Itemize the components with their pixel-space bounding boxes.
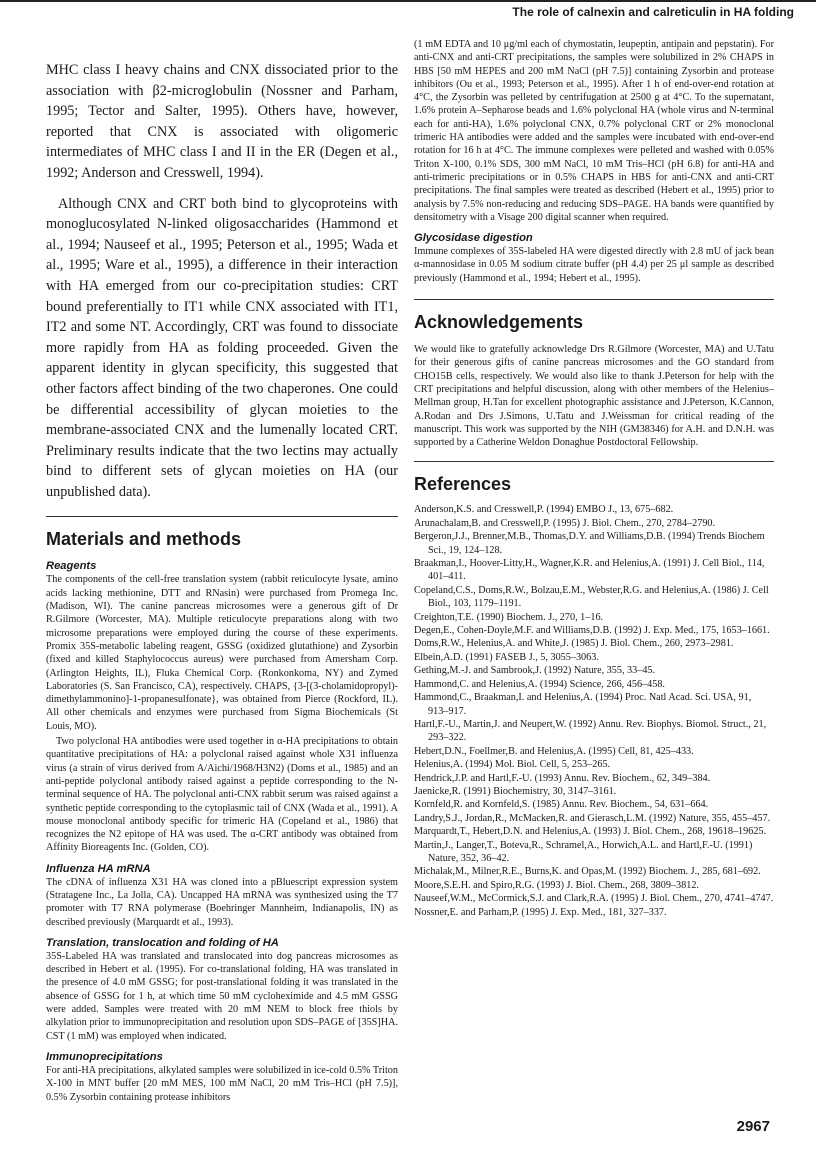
- page-number: 2967: [736, 1118, 770, 1135]
- reference-item: Copeland,C.S., Doms,R.W., Bolzau,E.M., Webster,R.G. and Helenius,A. (1986) J. Cell Biol., 103, 1179–1191.: [414, 584, 769, 610]
- methods-heading: Materials and methods: [46, 529, 242, 550]
- glyco-title: Glycosidase digestion: [414, 232, 533, 245]
- reference-item: Hebert,D.N., Foellmer,B. and Helenius,A. (1995) Cell, 81, 425–433.: [414, 745, 694, 757]
- reference-item: Hendrick,J.P. and Hartl,F.-U. (1993) Annu. Rev. Biochem., 62, 349–384.: [414, 772, 711, 784]
- references-heading: References: [414, 474, 512, 495]
- glyco-paragraph: Immune complexes of 35S-labeled HA were digested directly with 2.8 mU of jack bean α-mannosidase in 0.05 M sodium citrate buffer (pH 4.4) per 25 μl sample as described previously (Hammond et al., 1994; Hebert et al., 1995).: [414, 246, 774, 284]
- reference-item: Martin,J., Langer,T., Boteva,R., Schramel,A., Horwich,A.L. and Hartl,F.-U. (1991) Nature, 352, 36–42.: [414, 839, 753, 864]
- mrna-paragraph: The cDNA of influenza X31 HA was cloned into a pBluescript expression system (Stratagene Inc., La Jolla, CA). Uncapped HA mRNA was synthesized using the T7 promoter with T7 RNA polymerase (Boehringer Mannheim, Indianapolis, IN) as described previously (Marquardt et al., 1993).: [46, 876, 398, 928]
- intro-paragraph: MHC class I heavy chains and CNX dissociated prior to the association with β2-microglobulin (Nossner and Parham, 1995; Tector and Salter, 1995). Others have, however, reported that CNX is associated with oligomeric intermediates of MHC class I and II in the ER (Degen et al., 1992; Anderson and Cresswell, 1994).: [46, 62, 398, 181]
- reagents-paragraph: Two polyclonal HA antibodies were used together in α-HA precipitations to obtain quantitative precipitations of HA: a polyclonal raised against whole X31 influenza virus (a strain of virus derived from A/Aichi/1968/H3N2) (Doms et al., 1985) and an anti-peptide polyclonal antibody raised against a peptide corresponding to the N-terminal sequence of HA. The polyclonal anti-CNX rabbit serum was raised against a synthetic peptide corresponding to the cytoplasmic tail of CNX (Wada et al., 1991). A mouse monoclonal antibody specific for trimeric HA (Copeland et al., 1986) that recognizes the N2 epitope of HA was used. The α-CRT antibody was obtained from Affinity Bioreagents Inc. (Golden, CO).: [46, 736, 398, 854]
- reference-item: Bergeron,J.J., Brenner,M.B., Thomas,D.Y. and Williams,D.B. (1994) Trends Biochem Sci., 19, 124–128.: [414, 531, 765, 556]
- reference-item: Nauseef,W.M., McCormick,S.J. and Clark,R.A. (1995) J. Biol. Chem., 270, 4741–4747.: [414, 893, 774, 905]
- reagents-title: Reagents: [46, 560, 97, 573]
- reference-item: Landry,S.J., Jordan,R., McMacken,R. and Gierasch,L.M. (1992) Nature, 355, 455–457.: [414, 812, 771, 824]
- reference-item: Degen,E., Cohen-Doyle,M.F. and Williams,D.B. (1992) J. Exp. Med., 175, 1653–1661.: [414, 625, 770, 637]
- reference-item: Creighton,T.E. (1990) Biochem. J., 270, 1–16.: [414, 611, 604, 623]
- reference-item: Hartl,F.-U., Martin,J. and Neupert,W. (1992) Annu. Rev. Biophys. Biomol. Struct., 21, 293–322.: [414, 718, 767, 744]
- acknowledgements-paragraph: We would like to gratefully acknowledge Drs R.Gilmore (Worcester, MA) and U.Tatu for their generous gifts of canine pancreas microsomes and the GO standard from CHO15B cells, respectively. We would also like to thank J.Peterson for help with the CRT precipitations and helpful discussion, along with other members of the Helenius–Mellman group, H.Tan for excellent photographic assistance and J.Peterson, K.Cannon, A.Rodan and Drs J.Simons, U.Tatu and J.Weissman for critical reading of the manuscript. This work was supported by the NIH (GM38346) for A.H. and D.N.H. was supported by a Catherine Weldon Donaghue Postdoctoral Fellowship.: [414, 344, 774, 449]
- reference-item: Jaenicke,R. (1991) Biochemistry, 30, 3147–3161.: [414, 785, 617, 797]
- running-title: The role of calnexin and calreticulin in HA folding: [512, 5, 794, 19]
- section-rule: [414, 299, 774, 300]
- reference-item: Braakman,I., Hoover-Litty,H., Wagner,K.R. and Helenius,A. (1991) J. Cell Biol., 114, 401–411.: [414, 558, 765, 583]
- reference-item: Marquardt,T., Hebert,D.N. and Helenius,A. (1993) J. Biol. Chem., 268, 19618–19625.: [414, 826, 767, 838]
- translation-title: Translation, translocation and folding of HA: [46, 936, 279, 949]
- immuno-paragraph-continued: (1 mM EDTA and 10 μg/ml each of chymostatin, leupeptin, antipain and pepstatin). For anti-CNX and anti-CRT precipitations, the samples were solubilized in 2% CHAPS in HBS [50 mM HEPES and 200 mM NaCl (pH 7.5)] containing Zysorbin and protease inhibitors (Ou et al., 1993; Peterson et al., 1995). After 1 h of end-over-end rotation at 4°C, the Zysorbin was pelleted by centrifugation at 2500 g at 4°C. To the supernatant, 1.6% protein A–Sepharose beads and 1.6% polyclonal HA (whole virus and N-terminal each for anti-HA), 1.6% polyclonal CNX, 0.7% polyclonal CRT or 2% monoclonal trimeric HA antibodies were added and the samples were incubated with end-over-end rotation for 16 h at 4°C. The immune complexes were pelleted and washed with 0.05% Triton X-100, 0.1% SDS, 300 mM NaCl, 10 mM Tris–HCl (pH 6.8) for anti-HA and anti-trimeric precipitations or in 0.5% CHAPS in HBS for anti-CNX and anti-CRT precipitations. The final samples were treated as described (Hebert et al., 1995) prior to analysis by 7.5% non-reducing and reducing SDS–PAGE. HA bands were quantified by densitometry with a Visage 200 digital scanner when required.: [414, 39, 774, 223]
- reference-item: Hammond,C. and Helenius,A. (1994) Science, 266, 456–458.: [414, 678, 665, 690]
- reagents-paragraph: The components of the cell-free translation system (rabbit reticulocyte lysate, amino acids lacking methionine, DTT and RNasin) were purchased from Promega Inc. (Madison, WI). The canine pancreas microsomes were a generous gift of Dr R.Gilmore (Worcester, MA). Multiple reticulocyte preparations along with two microsome preparations were employed during the course of these experiments. Promix 35S-metabolic labeling reagent, GSSG (oxidized glutathione) and Zysorbin (fixed and killed Staphylococcus aureus) were purchased from Amersham Corp. (Arlington Heights, IL), Fluka Chemical Corp. (Ronkonkoma, NY) and Zymed Laboratories (S. San Francisco, CA), respectively. CHAPS, {3-[(3-cholamidopropyl)-dimethylammonino]-1-propanesulfonate}, was obtained from Pierce (Rockford, IL). All other chemicals and enzymes were purchased from Sigma Biochemicals (St Louis, MO).: [46, 574, 398, 732]
- immuno-paragraph-start: For anti-HA precipitations, alkylated samples were solubilized in ice-cold 0.5% Triton X-100 in MNT buffer [20 mM MES, 100 mM NaCl, 20 mM Tris–HCl (pH 7.5)], 0.5% Zysorbin containing protease inhibitors: [46, 1064, 398, 1103]
- translation-paragraph: 35S-Labeled HA was translated and translocated into dog pancreas microsomes as described in Hebert et al. (1995). For co-translational folding, HA was translated in the presence of 4.0 mM GSSG; for post-translational folding it was translated in the absence of GSSG for 1 h, at which time 50 mM cycloheximide and 4.5 mM GSSG were added. Samples were treated with 20 mM NEM to block free thiols by alkylation prior to immunoprecipitation and resolution upon SDS–PAGE of [35S]HA. CST (1 mM) was employed when indicated.: [46, 950, 398, 1042]
- reference-item: Arunachalam,B. and Cresswell,P. (1995) J. Biol. Chem., 270, 2784–2790.: [414, 517, 716, 529]
- reference-item: Nossner,E. and Parham,P. (1995) J. Exp. Med., 181, 327–337.: [414, 906, 667, 918]
- running-header: [0, 0, 816, 26]
- reference-list: [414, 503, 774, 919]
- reference-item: Anderson,K.S. and Cresswell,P. (1994) EMBO J., 13, 675–682.: [414, 504, 674, 516]
- intro-paragraph: Although CNX and CRT both bind to glycoproteins with monoglucosylated N-linked oligosaccharides (Hammond et al., 1994; Nauseef et al., 1995; Peterson et al., 1995; Wada et al., 1995; Ware et al., 1995), a difference in their interaction with HA emerged from our co-precipitation studies: CRT bound preferentially to IT1 while CNX associated with IT1, IT2 and some NT. Accordingly, CRT was found to dissociate more rapidly from HA as folding proceeded. Given the apparent identity in glycan specificity, this suggested that other factors affect binding of the two chaperones. One could be differential accessibility of glycan moieties to the membrane-associated CNX and the lumenally located CRT. Preliminary results indicate that the two lectins may actually bind to different sets of glycan moieties on HA (our unpublished data).: [46, 195, 398, 500]
- reference-item: Hammond,C., Braakman,I. and Helenius,A. (1994) Proc. Natl Acad. Sci. USA, 91, 913–917.: [414, 692, 752, 717]
- acknowledgements-heading: Acknowledgements: [414, 312, 584, 333]
- reference-item: Elbein,A.D. (1991) FASEB J., 5, 3055–3063.: [414, 651, 599, 663]
- immuno-title: Immunoprecipitations: [46, 1050, 163, 1063]
- reference-item: Doms,R.W., Helenius,A. and White,J. (1985) J. Biol. Chem., 260, 2973–2981.: [414, 638, 734, 650]
- reference-item: Kornfeld,R. and Kornfeld,S. (1985) Annu. Rev. Biochem., 54, 631–664.: [414, 799, 709, 811]
- section-rule: [414, 461, 774, 462]
- right-column: [414, 38, 774, 919]
- reference-item: Helenius,A. (1994) Mol. Biol. Cell, 5, 253–265.: [414, 759, 611, 771]
- reference-item: Michalak,M., Milner,R.E., Burns,K. and Opas,M. (1992) Biochem. J., 285, 681–692.: [414, 866, 761, 878]
- left-column: [46, 60, 398, 1104]
- section-rule: [46, 516, 398, 517]
- reference-item: Gething,M.-J. and Sambrook,J. (1992) Nature, 355, 33–45.: [414, 665, 656, 677]
- mrna-title: Influenza HA mRNA: [46, 862, 151, 875]
- reference-item: Moore,S.E.H. and Spiro,R.G. (1993) J. Biol. Chem., 268, 3809–3812.: [414, 879, 699, 891]
